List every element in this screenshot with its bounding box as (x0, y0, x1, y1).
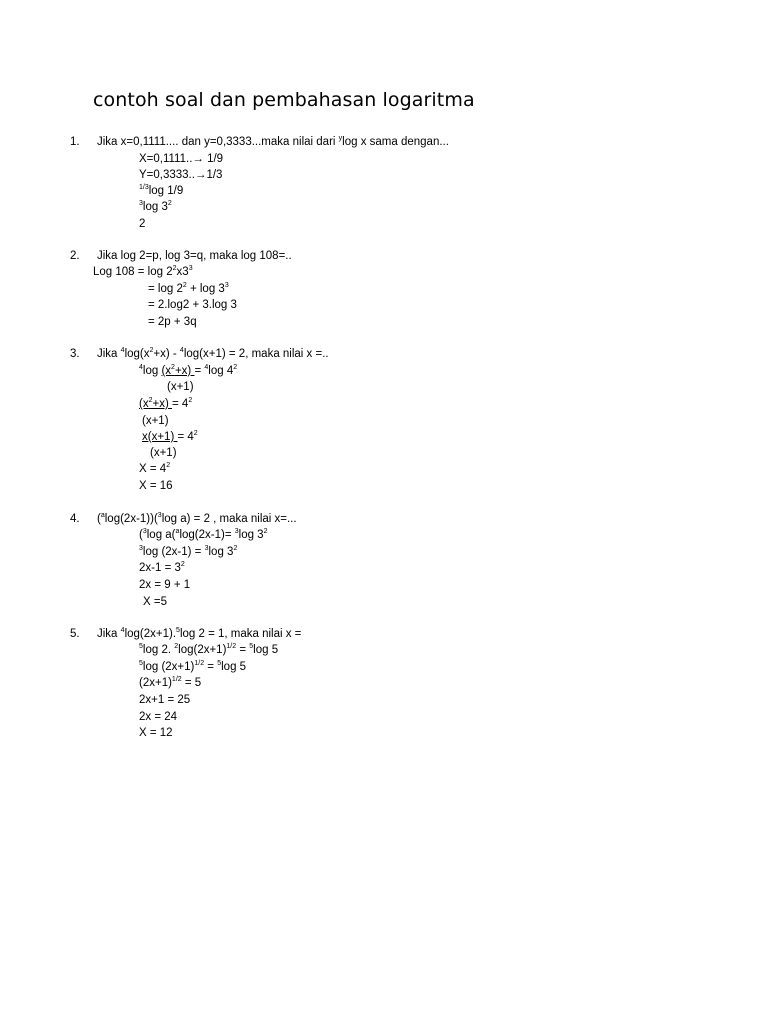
problem-4-number: 4. (70, 513, 80, 525)
problem-4-step-2: $^3$log (2x-1) = $^3$log $3^2$ (139, 545, 238, 558)
problem-3-question: Jika $^4\log(x^2+x) - ^4\log(x+1) = 2$, maka nilai x =.. (97, 347, 329, 360)
problem-3-step-2: (x+1) (167, 381, 194, 393)
problem-3-step-7: $X = 4^2$ (139, 462, 171, 475)
problem-5-step-2: $^5$log $(2x+1)^{1/2} = ^5\log$ 5 (139, 660, 247, 673)
problem-1-question: Jika x=0,1111.... dan y=0,3333...maka nilai dari $^y$log x sama dengan... (97, 135, 449, 148)
problem-4-question: ($^a$log(2x-1))($^3$log a) = 2 , maka nilai x=... (97, 512, 297, 525)
problem-3-step-1: $^4$log $(x^2+x) = ^4\log$ $4^2$ (139, 364, 238, 377)
problem-5-step-6: X = 12 (139, 727, 173, 739)
problem-5-step-3: $(2x+1)^{1/2} = 5$ (139, 676, 202, 689)
problem-4-step-5: X =5 (143, 596, 167, 608)
problem-4-step-3: $2x-1 = 3^2$ (139, 561, 185, 574)
page-title: contoh soal dan pembahasan logaritma (93, 89, 475, 111)
problem-2-step-1: Log $108 = \log 2^2x3^3$ (93, 265, 193, 278)
problem-1-step-3: $^{1/3}$log 1/9 (139, 184, 184, 197)
problem-5-question: Jika $^4$log(2x+1).$^5$log 2 = 1, maka nilai x = (97, 627, 302, 640)
problem-1-step-1: X=0,1111..→ 1/9 (139, 153, 224, 165)
problem-3-number: 3. (70, 348, 80, 360)
problem-2-step-2: = $\log 2^2 + \log 3^3$ (148, 282, 229, 295)
problem-3-step-3: $(x^2+x) = 4^2$ (139, 397, 193, 410)
problem-3-step-5: $x(x+1) = 4^2$ (142, 430, 198, 443)
problem-5-step-1: $^5$log 2. $^2\log(2x+1)^{1/2} = ^5\log$ 5 (139, 643, 279, 656)
problem-1-number: 1. (70, 136, 80, 148)
problem-5-step-4: 2x+1 = 25 (139, 694, 191, 706)
problem-4-step-4: 2x = 9 + 1 (139, 579, 191, 591)
problem-1-step-4: $^3$log $3^2$ (139, 200, 172, 213)
problem-3-step-4: (x+1) (142, 415, 169, 427)
problem-1-step-2: Y=0,3333..→1/3 (139, 169, 223, 181)
problem-4-step-1: ($^3$log a($^a$log(2x-1)= $^3$log $3^2$ (139, 528, 268, 541)
problem-5-step-5: 2x = 24 (139, 711, 178, 723)
problem-3-step-8: X = 16 (139, 480, 173, 492)
problem-2-number: 2. (70, 250, 80, 262)
problem-2-step-4: = 2p + 3q (148, 316, 197, 328)
problem-2-step-3: = 2.log2 + 3.log 3 (148, 299, 237, 311)
problem-3-step-6: (x+1) (150, 447, 177, 459)
problem-2-question: Jika log 2=p, log 3=q, maka log 108=.. (97, 250, 292, 262)
problem-1-step-5: 2 (139, 218, 146, 230)
problem-5-number: 5. (70, 628, 80, 640)
